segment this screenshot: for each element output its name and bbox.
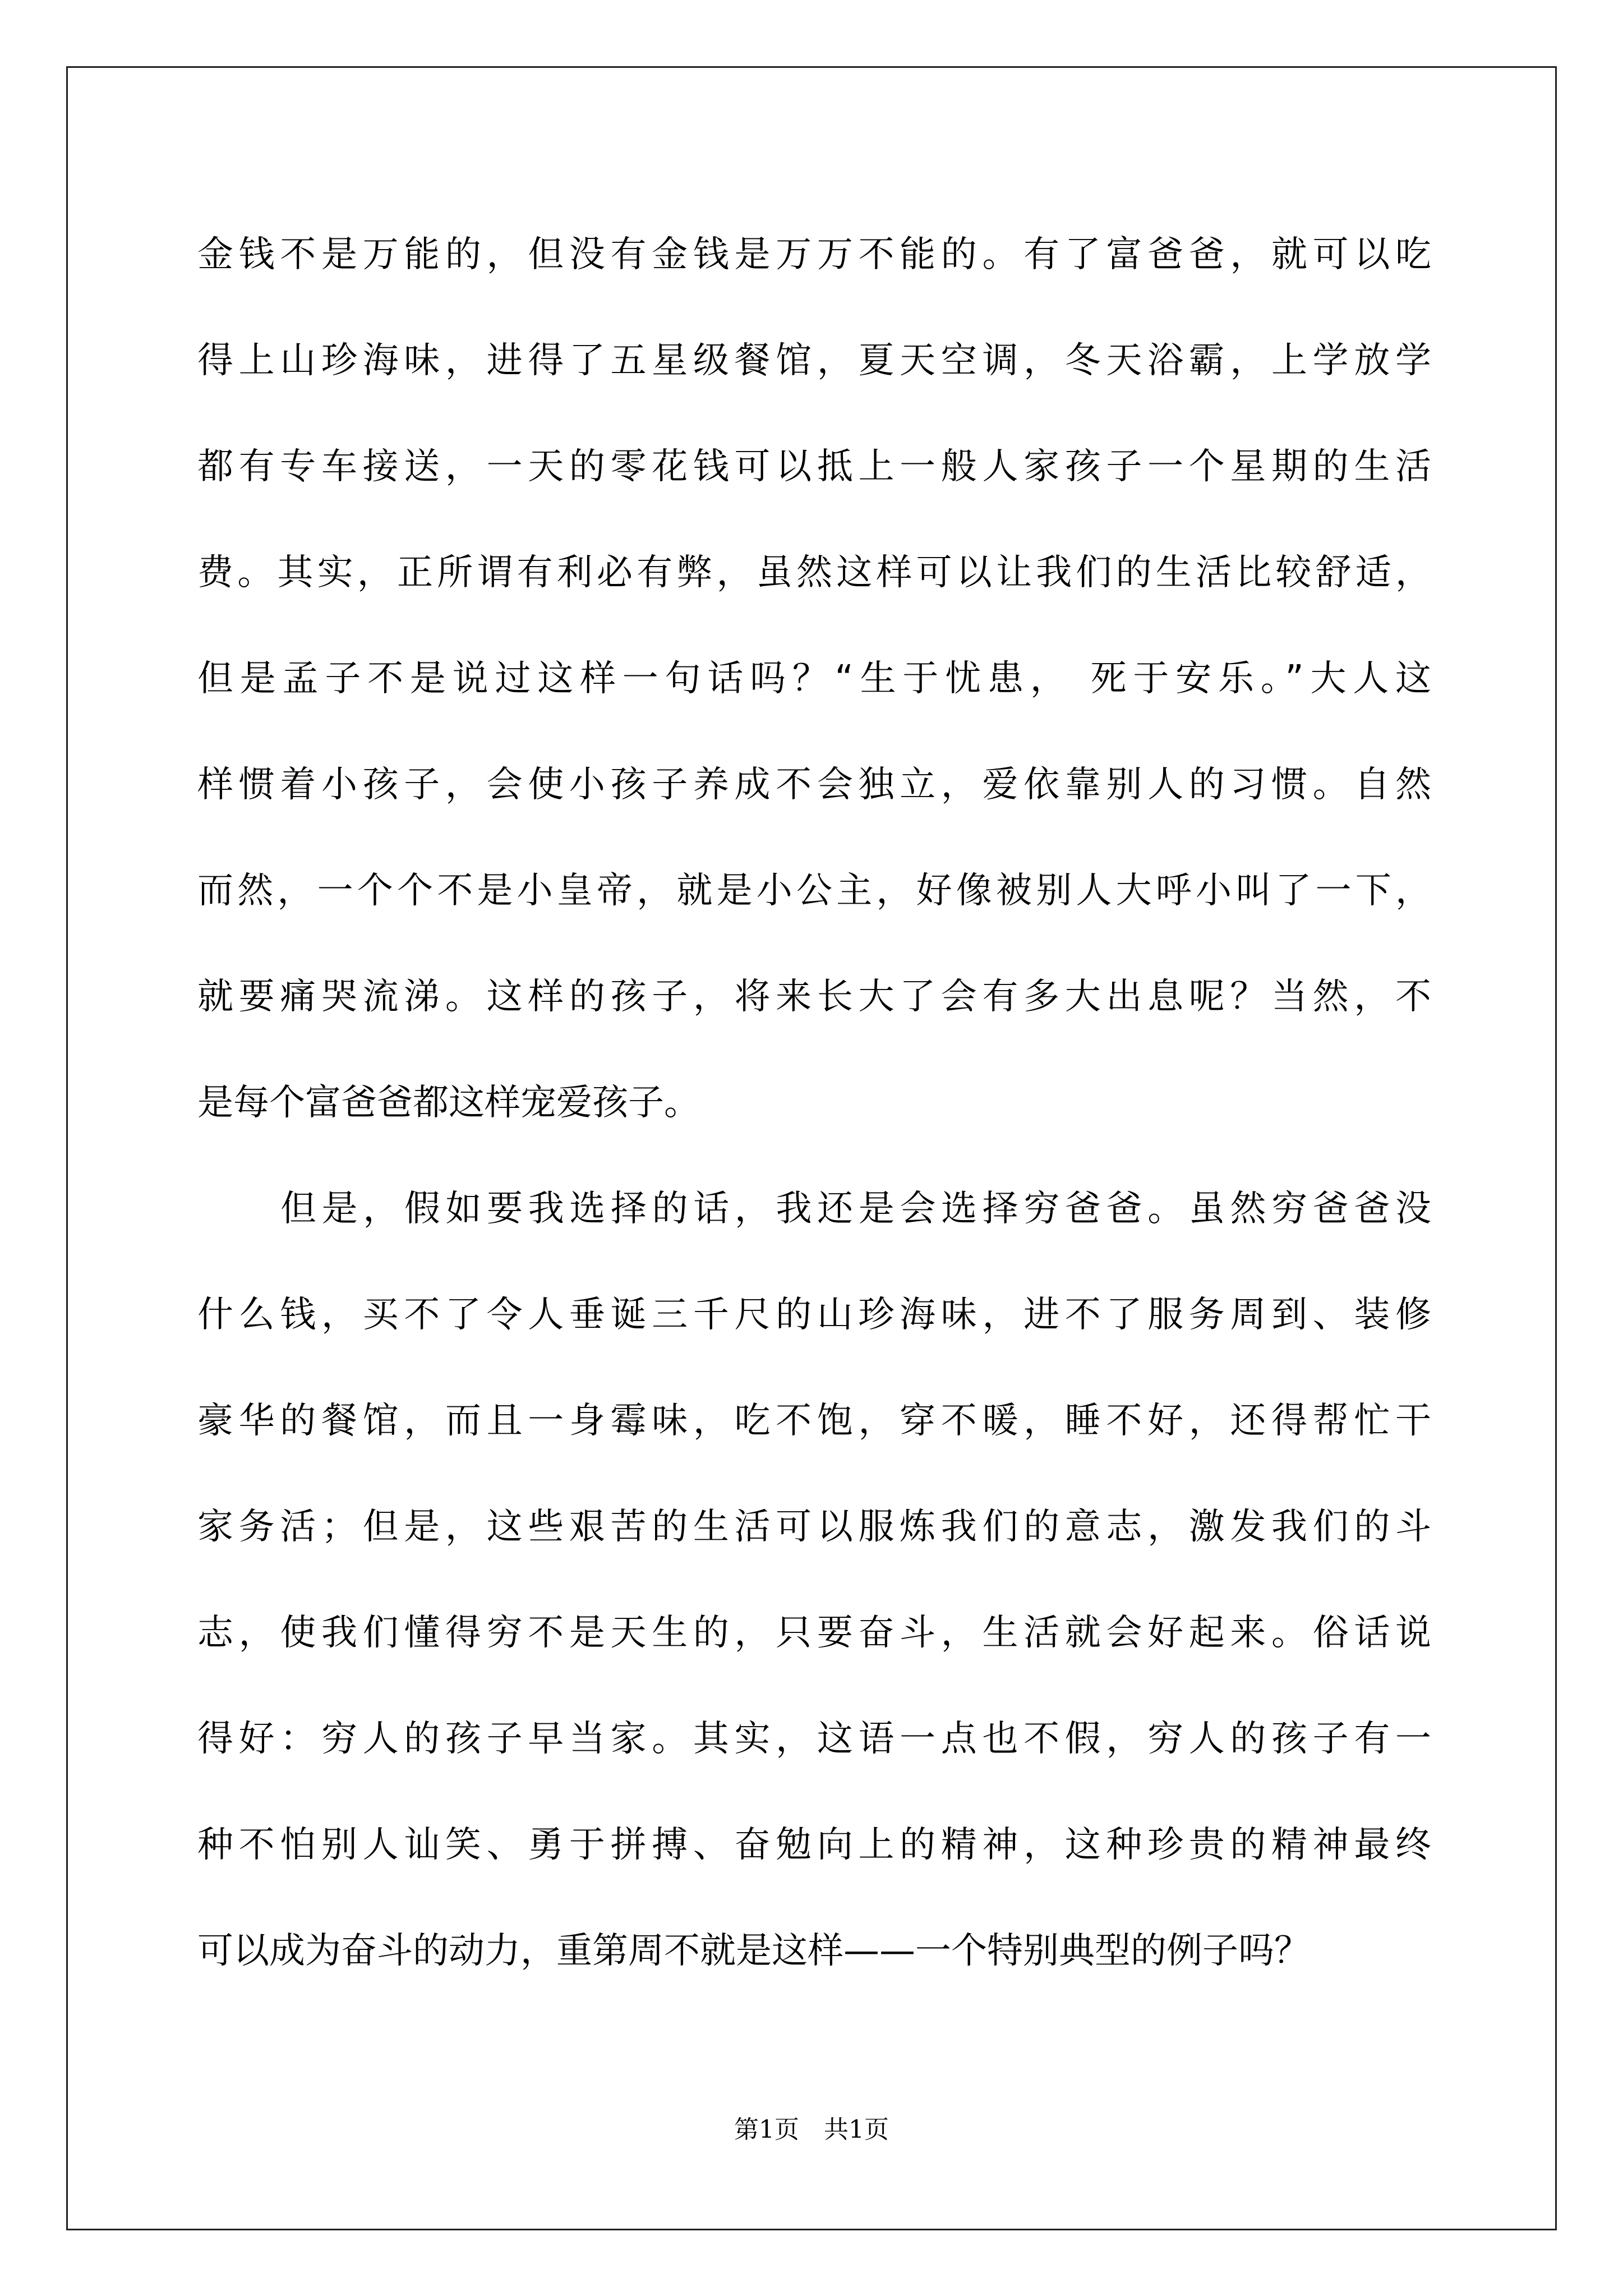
text-line: 就要痛哭流涕。这样的孩子，将来长大了会有多大出息呢？当然，不 <box>197 976 1431 1018</box>
text-line: 豪华的餐馆，而且一身霉味，吃不饱，穿不暖，睡不好，还得帮忙干 <box>197 1400 1431 1442</box>
text-line: 得上山珍海味，进得了五星级餐馆，夏天空调，冬天浴霸，上学放学 <box>197 340 1431 381</box>
paragraph-2 <box>197 1156 1431 2004</box>
text-line: 志，使我们懂得穷不是天生的，只要奋斗，生活就会好起来。俗话说 <box>197 1612 1431 1654</box>
text-line: 都有专车接送，一天的零花钱可以抵上一般人家孩子一个星期的生活 <box>197 446 1431 487</box>
page-footer: 第1页 共1页 <box>734 2115 889 2144</box>
text-line: 可以成为奋斗的动力，重第周不就是这样——一个特别典型的例子吗？ <box>197 1930 1310 1972</box>
text-line: 种不怕别人讪笑、勇于拼搏、奋勉向上的精神，这种珍贵的精神最终 <box>197 1824 1431 1866</box>
text-line: 是每个富爸爸都这样宠爱孩子。 <box>197 1082 700 1124</box>
text-line: 金钱不是万能的，但没有金钱是万万不能的。有了富爸爸，就可以吃 <box>197 234 1431 275</box>
text-line: 家务活；但是，这些艰苦的生活可以服炼我们的意志，激发我们的斗 <box>197 1506 1431 1548</box>
text-line: 样惯着小孩子，会使小孩子养成不会独立，爱依靠别人的习惯。自然 <box>197 764 1431 806</box>
text-line: 费。其实，正所谓有利必有弊，虽然这样可以让我们的生活比较舒适， <box>197 552 1431 593</box>
paragraph-1 <box>197 202 1431 1156</box>
text-line: 但是，假如要我选择的话，我还是会选择穷爸爸。虽然穷爸爸没 <box>280 1188 1431 1230</box>
document-body <box>197 202 1431 2004</box>
text-line: 什么钱，买不了令人垂诞三千尺的山珍海味，进不了服务周到、装修 <box>197 1294 1431 1336</box>
text-line: 但是孟子不是说过这样一句话吗？“生于忧患， 死于安乐。”大人这 <box>197 658 1431 700</box>
text-line: 而然，一个个不是小皇帝，就是小公主，好像被别人大呼小叫了一下， <box>197 870 1431 912</box>
text-line: 得好：穷人的孩子早当家。其实，这语一点也不假，穷人的孩子有一 <box>197 1718 1431 1760</box>
